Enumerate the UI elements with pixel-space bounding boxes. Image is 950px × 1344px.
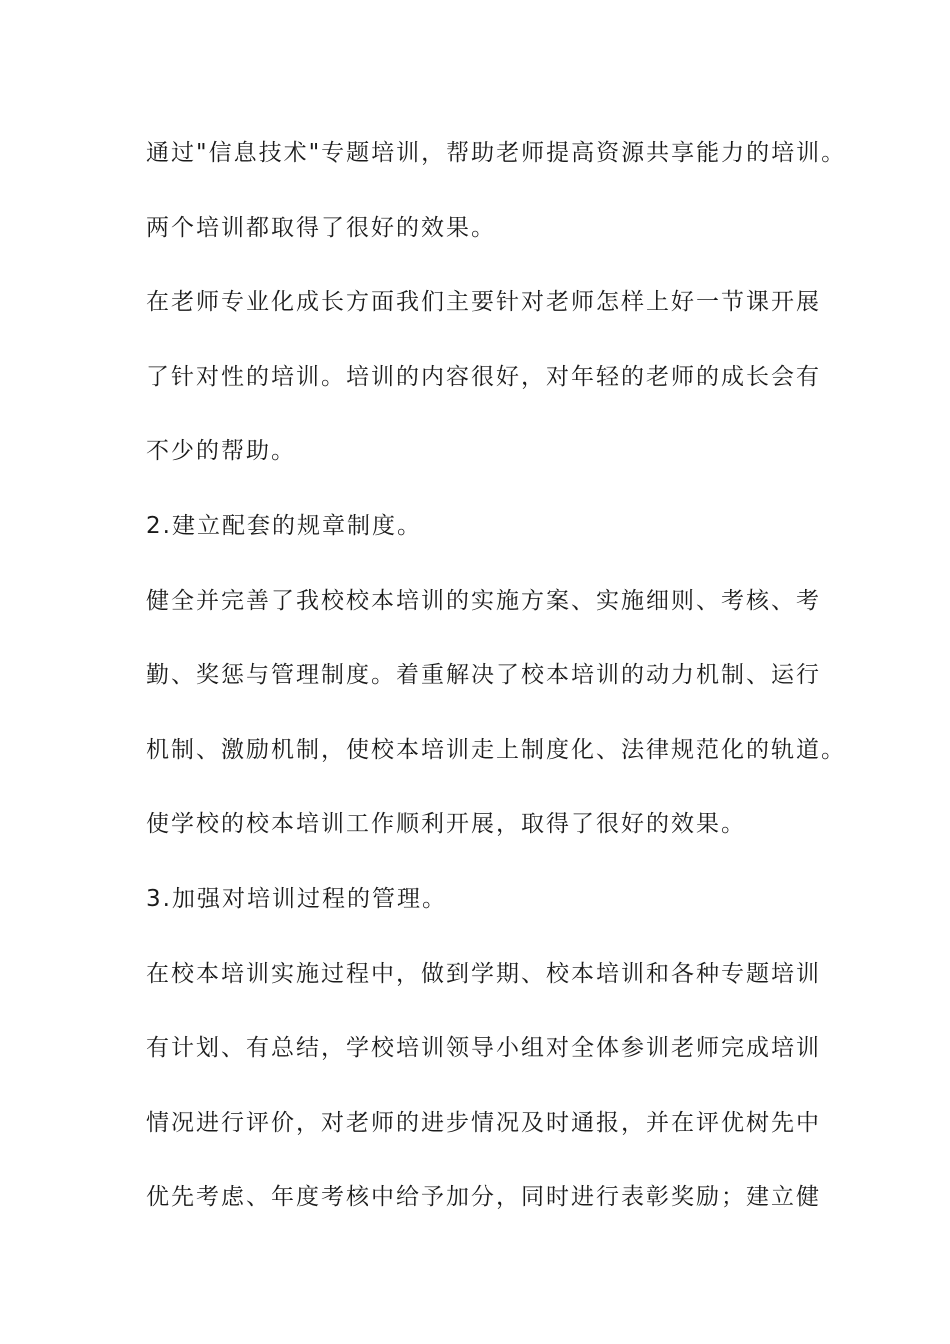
text-line: 机制、激励机制，使校本培训走上制度化、法律规范化的轨道。 (146, 736, 846, 763)
text-line: 有计划、有总结，学校培训领导小组对全体参训老师完成培训 (146, 1035, 821, 1062)
section-heading: 2.建立配套的规章制度。 (146, 512, 422, 539)
text-line: 通过"信息技术"专题培训，帮助老师提高资源共享能力的培训。 (146, 140, 847, 166)
text-line: 勤、奖惩与管理制度。着重解决了校本培训的动力机制、运行 (146, 662, 821, 689)
text-line: 在校本培训实施过程中，做到学期、校本培训和各种专题培训 (146, 960, 821, 987)
text-line: 两个培训都取得了很好的效果。 (146, 214, 496, 241)
text-line: 情况进行评价，对老师的进步情况及时通报，并在评优树先中 (146, 1109, 821, 1136)
text-line: 使学校的校本培训工作顺利开展，取得了很好的效果。 (146, 811, 746, 838)
section-heading: 3.加强对培训过程的管理。 (146, 885, 447, 912)
text-line: 不少的帮助。 (146, 438, 296, 465)
text-line: 优先考虑、年度考核中给予加分，同时进行表彰奖励；建立健 (146, 1184, 821, 1211)
document-body (146, 134, 847, 1253)
text-line: 了针对性的培训。培训的内容很好，对年轻的老师的成长会有 (146, 363, 821, 390)
text-line: 健全并完善了我校校本培训的实施方案、实施细则、考核、考 (146, 587, 821, 614)
text-line: 在老师专业化成长方面我们主要针对老师怎样上好一节课开展 (146, 289, 821, 316)
